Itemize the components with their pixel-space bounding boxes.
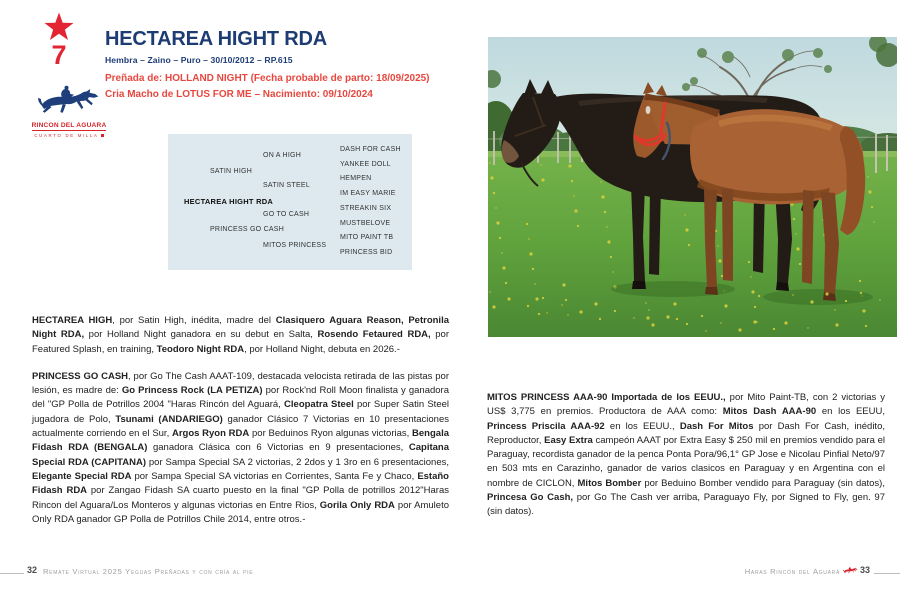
logo-name: RINCON DEL AGUARA [31,122,107,129]
logo-tagline: CUARTO DE MILLA [26,133,112,138]
header [105,28,485,103]
pedigree-gen3-item: SATIN STEEL [263,182,310,189]
pregnancy-line: Preñada de: HOLLAND NIGHT (Fecha probable de parto: 18/09/2025) [105,73,430,84]
lot-number: 7 [51,40,67,70]
paragraph: MITOS PRINCESS AAA-90 Importada de los EEUU., por Mito Paint-TB, con 2 victorias y US$ 3,775 en premios. Productora de AAA como: Mitos Dash AAA-90 en los EEUU, Princess Priscila AAA-92 en los EEUU., Dash For Mitos por Dash For Cash, inédito, Reproductor, Easy Extra campeón AAAT por Extra Easy $ 250 mil en premios vendido para el Paraguay, recordista ganador de la penca Ponta Pora/96,1° GP Jose e Nicolau Pinfial Neto/97 en 503 mts en Carazinho, ganador de varios clasicos en Paraguay y en Argentina con el nombre de CICLON, Mitos Bomber por Beduino Bomber vendido para Paraguay (sin datos), Princesa Go Cash, por Go The Cash ver arriba, Paraguayo Fly, por Signed to Fly, gen. 97 (sin datos). [487,392,885,518]
paragraph: HECTAREA HIGH, por Satin High, inédita, madre del Clasiquero Aguara Reason, Petronila Night RDA, por Holland Night ganadora en su debut en Salta, Rosendo Fetaured RDA, por Featured Splash, en training, Teodoro Night RDA, por Holland Night, debuta en 2026.- [32,315,450,355]
page-subtitle: Hembra – Zaino – Puro – 30/10/2012 – RP.615 [105,55,293,65]
pedigree-gen3-item: GO TO CASH [263,211,310,218]
lot-star-icon [44,12,74,42]
right-text-column [487,391,885,533]
pedigree-gen4-item: STREAKIN SIX [340,205,392,212]
pedigree-gen4-item: MUSTBELOVE [340,220,391,227]
pedigree-subject: HECTAREA HIGHT RDA [184,197,274,206]
pedigree-gen4-item: HEMPEN [340,175,372,182]
pedigree-gen3-item: ON A HIGH [263,152,302,159]
pedigree-gen4-item: DASH FOR CASH [340,146,401,153]
footer-horse-icon [843,566,858,574]
pedigree-gen4-item: IM EASY MARIE [340,190,396,197]
page-number-right: 33 [859,565,870,575]
footer-title-left: Remate Virtual 2025 Yeguas Preñadas y con cría al pie [43,566,254,576]
left-text-column [32,314,449,540]
pedigree-box [168,134,412,270]
pedigree-gen4-item: YANKEE DOLL [340,161,391,168]
pedigree-gen4-item: PRINCESS BID [340,249,393,256]
logo-horse-icon [33,84,105,114]
footer-rule-left [0,573,24,574]
pedigree-dam: PRINCESS GO CASH [210,226,285,233]
pedigree-gen4-item: MITO PAINT TB [340,234,394,241]
stud-logo [26,84,112,138]
footer-title-right: Haras Rincón del Aguará [744,566,840,576]
footer-rule-right [874,573,900,574]
pedigree-gen3-item: MITOS PRINCESS [263,242,327,249]
page-number-left: 32 [27,565,38,575]
pedigree-sire: SATIN HIGH [210,168,253,175]
horse-photo [488,37,897,337]
paragraph: PRINCESS GO CASH, por Go The Cash AAAT-109, destacada velocista retirada de las pistas por lesión, es madre de: Go Princess Rock (LA PETIZA) por Rock'nd Roll Moon finalista y ganadora del "GP Polla de Potrillos 2004 "Haras Rincón del Aguará, Cleopatra Steel por Super Satin Steel jugadora de Polo, Tsunami (ANDARIEGO) ganador Clásico 7 Victorias en 10 presentaciones actualmente corriendo en el Sur, Argos Ryon RDA por Beduinos Ryon algunas victorias, Bengala Fidash RDA (BENGALA) ganadora Clásica con 6 Victorias en 9 presentaciones, Capitana Special RDA (CAPITANA) por Sampa Special SA 2 victorias, 2 2dos y 1 3ro en 6 presentaciones, Elegante Special RDA por Sampa Special SA victorias en Corrientes, Santa Fe y Chaco, Estaño Fidash RDA por Zangao Fidash SA cuarto puesto en la final "GP Polla de potrillos 2012"Haras Rincon del Aguara/Los Monteros y algunas victorias en Entre Rios, Gorila Only RDA por Amuleto Only RDA ganador GP Polla de Potrillos Chile 2014, entre otros.- [32,370,450,525]
foal-line: Cria Macho de LOTUS FOR ME – Nacimiento: 09/10/2024 [105,89,373,100]
page-title: HECTAREA HIGHT RDA [105,28,327,50]
